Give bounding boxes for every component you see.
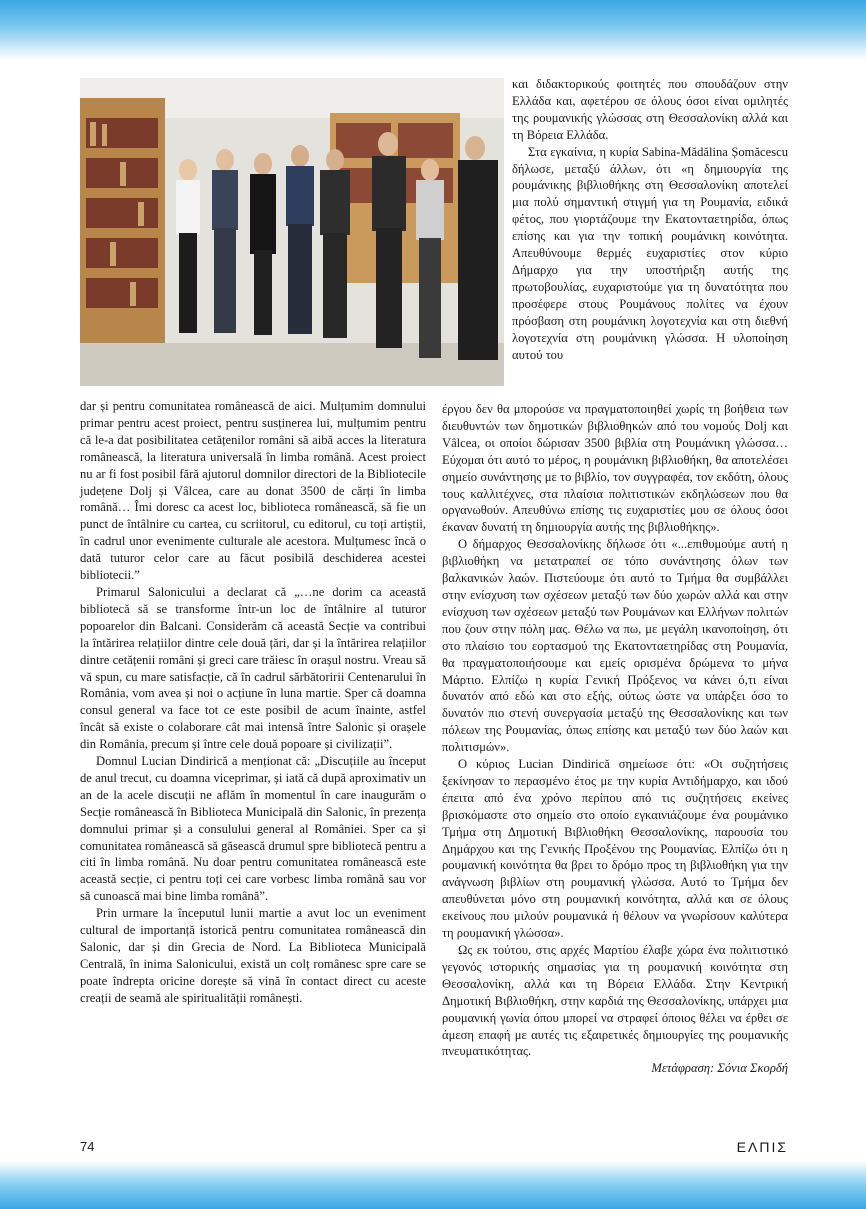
paragraph: Prin urmare la începutul lunii martie a avut loc un eveniment cultural de importanță istorică pentru comunitatea românească din Salonic, dar și din Grecia de Nord. La Biblioteca Municipală Centrală, în inima Salonicului, există un colț românesc spre care se poate îndrepta oricine dorește să vină în contact direct cu aceste creații de seamă ale spiritualității românești.	[80, 906, 426, 1005]
library-group-photo-icon	[80, 78, 504, 386]
paragraph: Ο κύριος Lucian Dindirică σημείωσε ότι: «Οι συζητήσεις ξεκίνησαν το περασμένο έτος με την κυρία Αντιδήμαρχο, και ιδού έπειτα από ένα χρόνο περίπου από τις συζητήσεις εκείνες βρισκόμαστε στο σημείο στο οποίο εγκαινιάζουμε ένα ρουμάνικο Τμήμα στη Δημοτική Βιβλιοθήκη Θεσσαλονίκης, παρουσία του Δημάρχου και της Γενικής Προξένου της Ρουμανίας. Ελπίζω ότι η ρουμανική κοινότητα θα βρει το δρόμο προς τη βιβλιοθήκη για την ανάγνωση βιβλίων στη ρουμανική γλώσσα. Αυτό το Τμήμα δεν απευθύνεται μόνο στη ρουμανική κοινότητα, αλλά και σε όλους εκείνους που μιλούν ρουμανικά ή θέλουν να γνωρίσουν καλύτερα τη ρουμανική γλώσσα».	[442, 757, 788, 941]
romanian-column	[80, 398, 426, 1007]
paragraph: και διδακτορικούς φοιτητές που σπουδάζουν στην Ελλάδα και, αφετέρου σε όλους όσοι είναι ομιλητές της ρουμανικής γλώσσας στη Θεσσαλονίκη αλλά και τη Βόρεια Ελλάδα.	[512, 77, 788, 142]
paragraph: Primarul Salonicului a declarat că „…ne dorim ca această bibliotecă să se transforme într-un loc de întâlnire al tuturor popoarelor din Balcani. Considerăm că această Secție va contribui la întărirea relațiilor dintre cele două țări, dar și la întărirea relațiilor dintre cetățenii români și greci care trăiesc în orașul nostru. Vreau să vă spun, cu mare satisfacție, că în cadrul sărbătoririi Centenarului în România, vom avea și noi o acțiune în luna martie. Sper că doamna consul general va face tot ce este posibil de acum înainte, astfel încât să existe o colaborare cât mai intensă între Salonic și orașele din România, precum și între cele două popoare și civilizații”.	[80, 584, 426, 752]
paragraph: dar și pentru comunitatea românească de aici. Mulțumim domnului primar pentru acest proiect, pentru susținerea lui, mulțumim pentru că le-a dat posibilitatea cetățenilor români să aibă acces la literatura românească, la literatura universală în limba română. Acest proiect nu ar fi fost posibil fără ajutorul domnilor directori de la Bibliotecile județene Dolj și Vâlcea, care au donat 3500 de cărți în limba română… Îmi doresc ca acest loc, biblioteca românească, să fie un punct de întâlnire cu cartea, cu scriitorul, cu editorul, cu toți artiștii, în cadrul unor evenimente culturale ale acestora. Mulțumesc încă o dată tuturor celor care au făcut posibilă deschiderea acestei bibliotecii.”	[80, 399, 426, 583]
magazine-name: ΕΛΠΙΣ	[736, 1139, 788, 1155]
top-decorative-band	[0, 0, 866, 60]
paragraph: Ο δήμαρχος Θεσσαλονίκης δήλωσε ότι «...επιθυμούμε αυτή η βιβλιοθήκη να μετατραπεί σε τόπο συνάντησης όλων των βαλκανικών λαών. Πιστεύουμε ότι αυτό το Τμήμα θα συμβάλλει στην ενίσχυση των σχέσεων μεταξύ των δύο χωρών αλλά και στην ενίσχυση των σχέσεων μεταξύ των Ρουμάνων και Ελλήνων πολιτών που ζουν στην πόλη μας. Θέλω να πω, με μεγάλη ικανοποίηση, ότι στο πλαίσιο του εορτασμού της Εκατονταετηρίδας στη Ρουμανία, θα πραγματοποιήσουμε και εμείς ορισμένα δρώμενα το μήνα Μάρτιο. Ελπίζω η κυρία Γενική Πρόξενος να κάνει ό,τι είναι δυνατόν από εδώ και στο εξής, ούτως ώστε να υπάρξει όσο το δυνατόν πιο στενή συνεργασία μεταξύ της Θεσσαλονίκης και των πόλεων της Ρουμανίας, όπως επίσης και μεταξύ των δύο λαών και πολιτισμών».	[442, 537, 788, 755]
paragraph: Domnul Lucian Dindirică a menționat că: „Discuțiile au început de anul trecut, cu doamna viceprimar, și iată că după aproximativ un an de la acele discuții ne aflăm în momentul în care inaugurăm o Secție românească în Biblioteca Municipală din Salonic, în prezența domnului primar și a consulului general al României. Sper ca și comunitatea românească să găsească drumul spre bibliotecă pentru a citi în limba română. Nu doar pentru comunitatea românească este această secție, ci pentru toți cei care vorbesc limba română sau vor să cunoască mai bine limba română”.	[80, 754, 426, 904]
paragraph: έργου δεν θα μπορούσε να πραγματοποιηθεί χωρίς τη βοήθεια των διευθυντών των δημοτικών βιβλιοθηκών από του νομούς Dolj και Vâlcea, οι οποίοι δώρισαν 3500 βιβλία στη Ρουμάνικη γλώσσα… Εύχομαι ότι αυτό το μέρος, η ρουμάνικη βιβλιοθήκη, θα αποτελέσει σημείο συνάντησης με το βιβλίο, τον συγγραφέα, τον εκδότη, όλους τους καλλιτέχνες, στα πλαίσια πολιτιστικών εκδηλώσεων που θα οργανωθούν. Απευθύνω επίσης τις ευχαριστίες μου σε όλους όσοι έκαναν δυνατή τη δημιουργία αυτής της βιβλιοθήκης».	[442, 402, 788, 535]
greek-column-top	[512, 76, 788, 363]
paragraph: Στα εγκαίνια, η κυρία Sabina-Mădălina Șomăcescu δήλωσε, μεταξύ άλλων, ότι «η δημιουργία της ρουμάνικης βιβλιοθήκης στη Θεσσαλονίκη αποτελεί μια πολύ σημαντική στιγμή για τη Ρουμανία, ειδικά φέτος, που γιορτάζουμε την Εκατονταετηρίδα, όπως επίσης και για την τοπική ρουμάνικη κοινότητα. Απευθύνουμε θερμές ευχαριστίες στον κύριο Δήμαρχο για την υποστήριξη αυτής της πρωτοβουλίας, ευχαριστούμε για τη δυνατότητα που προσέφερε στους Ρουμάνους πολίτες να έχουν πρόσβαση στη ρουμάνικη λογοτεχνία και στη διεθνή λογοτεχνία στη ρουμάνικη γλώσσα. Η υλοποίηση αυτού του	[512, 144, 788, 362]
paragraph: Ως εκ τούτου, στις αρχές Μαρτίου έλαβε χώρα ένα πολιτιστικό γεγονός ιστορικής σημασίας για τη ρουμανική κοινότητα στη Θεσσαλονίκη, αλλά και τη Βόρεια Ελλάδα. Στην Κεντρική Δημοτική Βιβλιοθήκη, στην καρδιά της Θεσσαλονίκης, υπάρχει μια ρουμανική γωνία όπου μπορεί να στραφεί όποιος θέλει να έρθει σε άμεση επαφή με αυτές τις εξαιρετικές δημιουργίες της ρουμανικής πνευματικότητας.	[442, 943, 788, 1059]
translation-credit: Μετάφραση: Σόνια Σκορδή	[651, 1061, 788, 1076]
bottom-decorative-band	[0, 1161, 866, 1209]
event-photo	[80, 78, 504, 386]
page-number: 74	[80, 1139, 95, 1154]
greek-column-main	[442, 401, 788, 1077]
